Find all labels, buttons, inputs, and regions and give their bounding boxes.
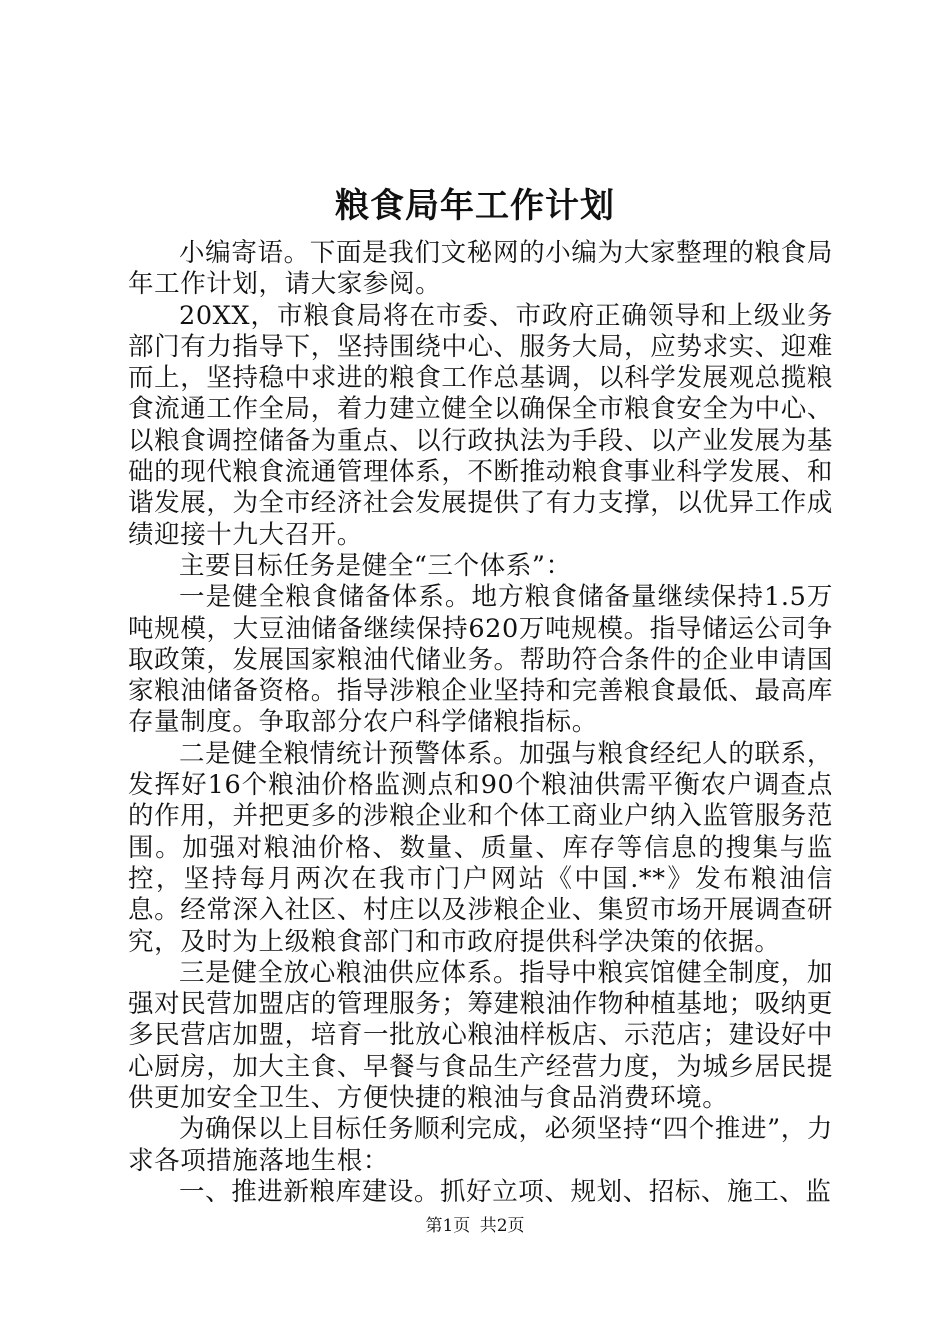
page-number: 第1页 bbox=[425, 1216, 471, 1236]
paragraph: 一是健全粮食储备体系。地方粮食储备量继续保持1.5万吨规模，大豆油储备继续保持620万吨规模。指导储运公司争取政策，发展国家粮油代储业务。帮助符合条件的企业申请国家粮油储备资格。指导涉粮企业坚持和完善粮食最低、最高库存量制度。争取部分农户科学储粮指标。 bbox=[128, 582, 833, 738]
paragraph: 二是健全粮情统计预警体系。加强与粮食经纪人的联系，发挥好16个粮油价格监测点和90个粮油供需平衡农户调查点的作用，并把更多的涉粮企业和个体工商业户纳入监管服务范围。加强对粮油价格、数量、质量、库存等信息的搜集与监控，坚持每月两次在我市门户网站《中国.**》发布粮油信息。经常深入社区、村庄以及涉粮企业、集贸市场开展调查研究，及时为上级粮食部门和市政府提供科学决策的依据。 bbox=[128, 738, 833, 957]
paragraph: 20XX，市粮食局将在市委、市政府正确领导和上级业务部门有力指导下，坚持围绕中心、服务大局，应势求实、迎难而上，坚持稳中求进的粮食工作总基调，以科学发展观总揽粮食流通工作全局，着力建立健全以确保全市粮食安全为中心、以粮食调控储备为重点、以行政执法为手段、以产业发展为基础的现代粮食流通管理体系，不断推动粮食事业科学发展、和谐发展，为全市经济社会发展提供了有力支撑，以优异工作成绩迎接十九大召开。 bbox=[128, 300, 833, 550]
page-footer bbox=[0, 1214, 950, 1238]
page-total: 共2页 bbox=[479, 1216, 525, 1236]
paragraph: 三是健全放心粮油供应体系。指导中粮宾馆健全制度，加强对民营加盟店的管理服务；筹建粮油作物种植基地；吸纳更多民营店加盟，培育一批放心粮油样板店、示范店；建设好中心厨房，加大主食、早餐与食品生产经营力度，为城乡居民提供更加安全卫生、方便快捷的粮油与食品消费环境。 bbox=[128, 957, 833, 1114]
document-title: 粮食局年工作计划 bbox=[335, 186, 615, 226]
document-body bbox=[128, 238, 833, 1208]
paragraph: 主要目标任务是健全“三个体系”： bbox=[179, 550, 572, 581]
paragraph: 一、推进新粮库建设。抓好立项、规划、招标、施工、监 bbox=[179, 1176, 832, 1207]
paragraph: 小编寄语。下面是我们文秘网的小编为大家整理的粮食局年工作计划，请大家参阅。 bbox=[128, 238, 833, 300]
paragraph: 为确保以上目标任务顺利完成，必须坚持“四个推进”，力求各项措施落地生根： bbox=[128, 1114, 833, 1176]
